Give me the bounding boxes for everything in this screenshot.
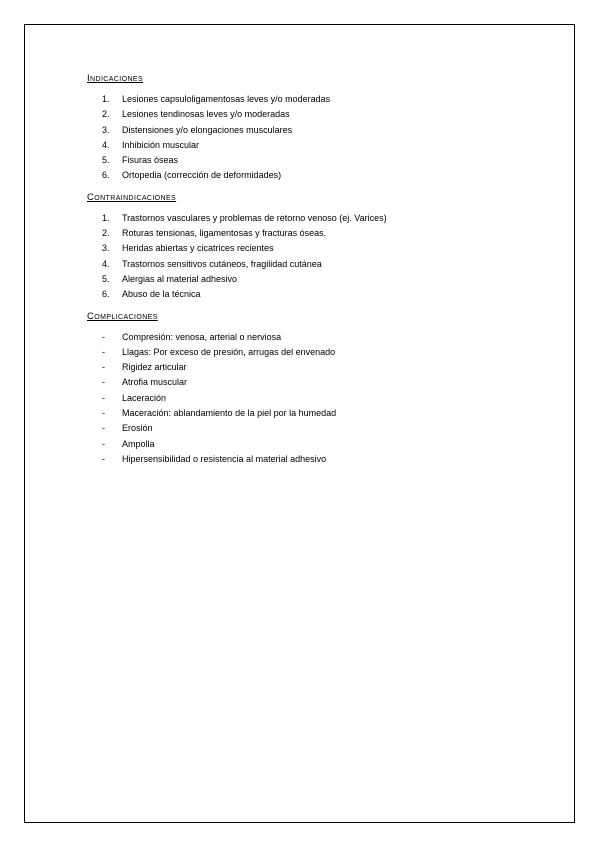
list-item-text: Abuso de la técnica (122, 289, 201, 300)
list-item-text: Trastornos sensitivos cutáneos, fragilidad cutánea (122, 258, 322, 269)
list-item-text: Maceración: ablandamiento de la piel por la humedad (122, 408, 337, 419)
list-item-text: Fisuras óseas (122, 155, 179, 166)
list-marker: 3. (102, 124, 110, 135)
dash-marker: - (102, 346, 105, 357)
list-item-text: Inhibición muscular (122, 139, 200, 150)
dash-marker: - (102, 453, 105, 464)
list-item (87, 241, 534, 256)
section-heading-indicaciones: Indicaciones (87, 73, 144, 84)
list-item-text: Llagas: Por exceso de presión, arrugas del envenado (122, 346, 336, 357)
list-item (87, 375, 534, 390)
section-complicaciones (87, 311, 534, 468)
list-marker: 6. (102, 170, 110, 181)
list-item (87, 211, 534, 226)
list-marker: 3. (102, 243, 110, 254)
dash-marker: - (102, 377, 105, 388)
list-item-text: Ortopedia (corrección de deformidades) (122, 170, 282, 181)
list-item (87, 272, 534, 287)
section-heading-complicaciones: Complicaciones (87, 310, 158, 322)
list-marker: 1. (102, 94, 110, 104)
section-heading-contraindicaciones: Contraindicaciones (87, 191, 177, 203)
list-marker: 5. (102, 155, 110, 166)
list-item-text: Roturas tensionas, ligamentosas y fracturas óseas. (122, 228, 327, 239)
contraindicaciones-list (87, 211, 534, 303)
list-item (87, 107, 534, 122)
list-item (87, 360, 534, 375)
list-item (87, 168, 534, 183)
dash-marker: - (102, 392, 105, 403)
list-item (87, 123, 534, 138)
indicaciones-list (87, 92, 534, 184)
list-item-text: Lesiones capsuloligamentosas leves y/o moderadas (122, 94, 331, 104)
list-item-text: Compresión: venosa, arterial o nerviosa (122, 331, 282, 342)
list-item-text: Rigidez articular (122, 362, 187, 373)
list-marker: 6. (102, 289, 110, 300)
document-page (24, 24, 575, 823)
list-item-text: Heridas abiertas y cicatrices recientes (122, 243, 274, 254)
list-marker: 5. (102, 273, 110, 284)
dash-marker: - (102, 331, 105, 342)
list-item (87, 257, 534, 272)
list-marker: 2. (102, 109, 110, 120)
list-item-text: Hipersensibilidad o resistencia al material adhesivo (122, 453, 327, 464)
dash-marker: - (102, 423, 105, 434)
list-item (87, 330, 534, 345)
list-marker: 4. (102, 139, 110, 150)
dash-marker: - (102, 438, 105, 449)
list-item (87, 437, 534, 452)
list-item (87, 92, 534, 107)
dash-marker: - (102, 408, 105, 419)
list-marker: 2. (102, 228, 110, 239)
list-item-text: Erosión (122, 423, 153, 434)
list-item (87, 452, 534, 467)
list-item (87, 138, 534, 153)
section-indicaciones (87, 73, 534, 184)
list-marker: 4. (102, 258, 110, 269)
list-item-text: Trastornos vasculares y problemas de retorno venoso (ej. Varices) (122, 212, 387, 223)
dash-marker: - (102, 362, 105, 373)
list-item (87, 226, 534, 241)
list-item (87, 287, 534, 302)
list-item (87, 345, 534, 360)
complicaciones-list (87, 330, 534, 468)
list-item (87, 406, 534, 421)
section-contraindicaciones (87, 192, 534, 303)
list-item (87, 153, 534, 168)
list-item-text: Ampolla (122, 438, 155, 449)
list-item-text: Alergias al material adhesivo (122, 273, 238, 284)
document-content (87, 73, 534, 475)
list-item-text: Laceración (122, 392, 167, 403)
list-item-text: Lesiones tendinosas leves y/o moderadas (122, 109, 290, 120)
list-item (87, 421, 534, 436)
list-item (87, 391, 534, 406)
list-item-text: Distensiones y/o elongaciones musculares (122, 124, 293, 135)
list-marker: 1. (102, 212, 110, 223)
list-item-text: Atrofia muscular (122, 377, 188, 388)
